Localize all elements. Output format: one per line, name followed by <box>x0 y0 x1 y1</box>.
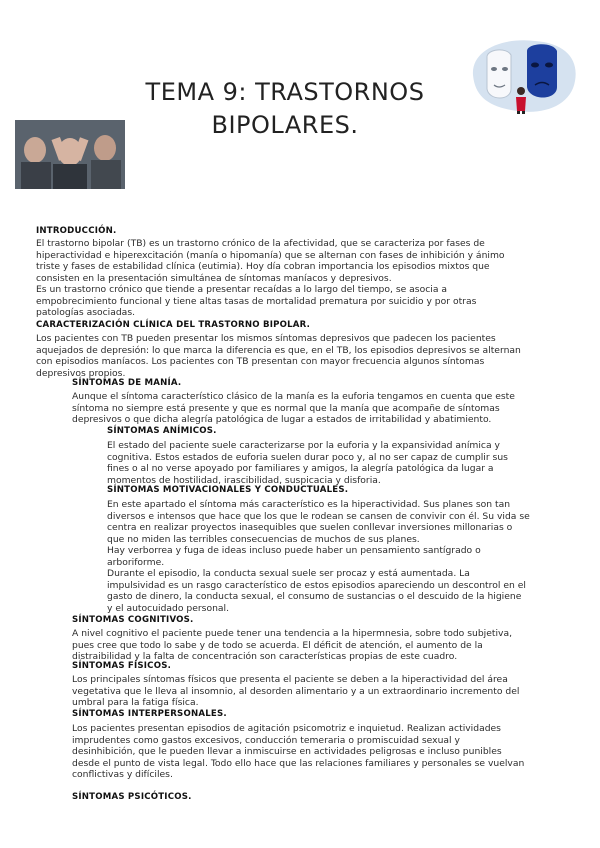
text-line: Hay verborrea y fuga de ideas incluso puede haber un pensamiento santígrado o <box>107 545 481 556</box>
text-line: cognitiva. Estos estados de euforia suelen durar poco y, al no ser capaz de cumplir sus <box>107 451 508 463</box>
text-line: Los pacientes con TB pueden presentar los mismos síntomas depresivos que padecen los pacientes <box>36 333 496 344</box>
text-line: depresivos o que dicha alegría patológica de lugar a estados de irritabilidad y abatimiento. <box>72 414 492 425</box>
text-line: desinhibición, que le pueden llevar a inmiscuirse en actividades peligrosas e incluso punibles <box>72 746 502 757</box>
theater-masks-illustration <box>465 35 580 115</box>
intro-paragraph <box>36 238 505 319</box>
text-line: conflictivas y difíciles. <box>72 769 173 780</box>
text-line: patologías asociadas. <box>36 307 136 318</box>
text-line: gasto de dinero, la conducta sexual, el consumo de sustancias o el descuido de la higiene <box>107 591 522 602</box>
section-heading-intro: INTRODUCCIÓN. <box>36 226 117 236</box>
section-heading-cognitivos: SÍNTOMAS COGNITIVOS. <box>72 615 194 625</box>
text-line: distraibilidad y la falta de concentración son características propias de este cuadro. <box>72 651 458 662</box>
text-line: En este apartado el síntoma más característico es la hiperactividad. Sus planes son tan <box>107 499 511 510</box>
animicos-paragraph <box>107 440 508 486</box>
text-line: El estado del paciente suele caracterizarse por la euforia y la expansividad anímica y <box>107 440 500 451</box>
text-line: momentos de hostilidad, irascibilidad, suspicacia y disforia. <box>107 474 381 486</box>
text-line: pues cree que todo lo sabe y de todo se acuerda. El déficit de atención, el aumento de la <box>72 639 483 651</box>
text-line: consisten en la presentación simultánea de síntomas maníacos y depresivos. <box>36 272 392 284</box>
section-heading-fisicos: SÍNTOMAS FÍSICOS. <box>72 661 172 671</box>
section-heading-psicoticos: SÍNTOMAS PSICÓTICOS. <box>72 792 192 802</box>
text-line: aquejados de depresión: lo que marca la diferencia es que, en el TB, los episodios depresivos se alternan <box>36 344 521 356</box>
interpersonales-paragraph <box>72 723 524 781</box>
text-line: Los principales síntomas físicos que presenta el paciente se deben a la hiperactividad del área <box>72 674 508 685</box>
clinica-paragraph <box>36 333 521 379</box>
text-line: imprudentes como gastos excesivos, conducción temeraria o promiscuidad sexual y <box>72 734 460 746</box>
text-line: impulsividad es un rasgo característico de estos episodios apareciendo un descontrol en el <box>107 579 526 591</box>
text-line: diversos e intensos que hace que los que le rodean se cansen de convivir con él. Su vida se <box>107 510 530 522</box>
text-line: y el autocuidado personal. <box>107 602 230 614</box>
text-line: arboriforme. <box>107 556 165 568</box>
text-line: A nivel cognitivo el paciente puede tener una tendencia a la hipermnesia, sobre todo subjetiva, <box>72 628 513 639</box>
section-heading-clinica: CARACTERIZACIÓN CLÍNICA DEL TRASTORNO BIPOLAR. <box>36 320 311 330</box>
section-heading-interpersonales: SÍNTOMAS INTERPERSONALES. <box>72 709 227 719</box>
text-line: El trastorno bipolar (TB) es un trastorno crónico de la afectividad, que se caracteriza por fases de <box>36 238 485 249</box>
section-heading-animicos: SÍNTOMAS ANÍMICOS. <box>107 426 217 436</box>
text-line: Durante el episodio, la conducta sexual suele ser procaz y está aumentada. La <box>107 568 470 579</box>
text-line: depresivos propios. <box>36 367 126 379</box>
section-heading-motivacionales: SÍNTOMAS MOTIVACIONALES Y CONDUCTUALES. <box>107 485 349 495</box>
fisicos-paragraph <box>72 674 519 709</box>
text-line: Aunque el síntoma característico clásico de la manía es la euforia tengamos en cuenta que este <box>72 391 515 402</box>
text-line: que no miden las terribles consecuencias de muchos de sus planes. <box>107 533 420 545</box>
page-title <box>140 76 430 142</box>
text-line: triste y fases de estabilidad clínica (eutimia). Hoy día cobran importancia los episodios mixtos que <box>36 261 490 272</box>
text-line: con episodios maníacos. Los pacientes con TB presentan con mayor frecuencia algunos síntomas <box>36 356 485 367</box>
text-line: fines o al no verse apoyado por familiares y amigos, la alegría patológica da lugar a <box>107 463 494 474</box>
cognitivos-paragraph <box>72 628 512 663</box>
section-heading-mania: SÍNTOMAS DE MANÍA. <box>72 378 182 388</box>
text-line: umbral para la fatiga física. <box>72 697 199 708</box>
distressed-people-photo <box>15 120 125 189</box>
title-line-1: TEMA 9: TRASTORNOS <box>145 78 425 106</box>
motivacionales-paragraph <box>107 499 530 614</box>
text-line: hiperactividad e hiperexcitación (manía o hipomanía) que se alternan con fases de inhibición y ánimo <box>36 249 505 261</box>
text-line: Es un trastorno crónico que tiende a presentar recaídas a lo largo del tiempo, se asocia a <box>36 284 447 295</box>
text-line: desde el punto de vista legal. Todo ello hace que las relaciones familiares y personales se vuelvan <box>72 757 525 769</box>
text-line: vegetativa que le lleva al insomnio, al desorden alimentario y a un extraordinario incremento del <box>72 685 520 697</box>
mania-paragraph <box>72 391 515 426</box>
title-line-2: BIPOLARES. <box>211 111 359 139</box>
text-line: síntoma no siempre está presente y que es normal que la manía que acompañe de síntomas <box>72 402 500 414</box>
text-line: empobrecimiento funcional y tiene altas tasas de mortalidad prematura por suicidio y por otras <box>36 295 477 307</box>
text-line: centra en realizar proyectos inasequibles que suelen conllevar inversiones millonarias o <box>107 522 513 533</box>
text-line: Los pacientes presentan episodios de agitación psicomotriz e inquietud. Realizan actividades <box>72 723 501 734</box>
